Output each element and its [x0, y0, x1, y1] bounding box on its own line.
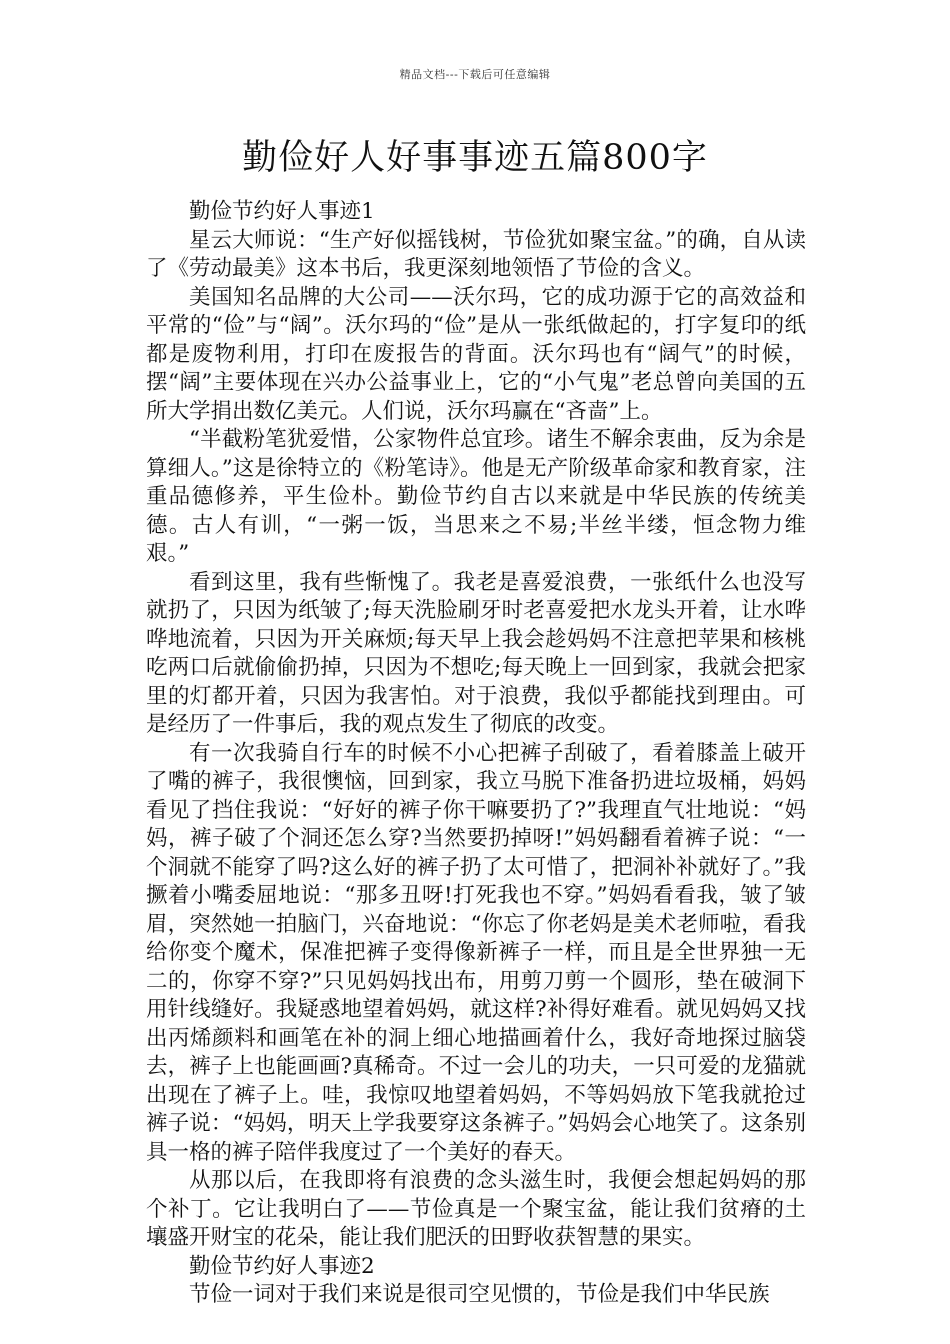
section-heading-2: 勤俭节约好人事迹2	[189, 1253, 375, 1279]
paragraph: 有一次我骑自行车的时候不小心把裤子刮破了，看着膝盖上破开了嘴的裤子，我很懊恼，回到家，我立马脱下准备扔进垃圾桶，妈妈看见了挡住我说：“好好的裤子你干嘛要扔了?”我理直气壮地说：“妈妈，裤子破了个洞还怎么穿?当然要扔掉呀!”妈妈翻看着裤子说：“一个洞就不能穿了吗?这么好的裤子扔了太可惜了，把洞补补就好了。”我撅着小嘴委屈地说：“那多丑呀!打死我也不穿。”妈妈看看我，皱了皱眉，突然她一拍脑门，兴奋地说：“你忘了你老妈是美术老师啦，看我给你变个魔术，保准把裤子变得像新裤子一样，而且是全世界独一无二的，你穿不穿?”只见妈妈找出布，用剪刀剪一个圆形，垫在破洞下用针线缝好。我疑惑地望着妈妈，就这样?补得好难看。就见妈妈又找出丙烯颜料和画笔在补的洞上细心地描画着什么，我好奇地探过脑袋去，裤子上也能画画?真稀奇。不过一会儿的功夫，一只可爱的龙猫就出现在了裤子上。哇，我惊叹地望着妈妈，不等妈妈放下笔我就抢过裤子说：“妈妈，明天上学我要穿这条裤子。”妈妈会心地笑了。这条别具一格的裤子陪伴我度过了一个美好的春天。	[146, 740, 806, 1165]
document-title: 勤俭好人好事事迹五篇800字	[242, 138, 708, 178]
header-note: 精品文档---下载后可任意编辑	[399, 68, 551, 81]
paragraph: 星云大师说：“生产好似摇钱树，节俭犹如聚宝盆。”的确，自从读了《劳动最美》这本书后，我更深刻地领悟了节俭的含义。	[146, 227, 806, 281]
paragraph: “半截粉笔犹爱惜，公家物件总宜珍。诸生不解余衷曲，反为余是算细人。”这是徐特立的《粉笔诗》。他是无产阶级革命家和教育家，注重品德修养，平生俭朴。勤俭节约自古以来就是中华民族的传统美德。古人有训，“一粥一饭，当思来之不易;半丝半缕，恒念物力维艰。”	[146, 427, 806, 566]
paragraph: 从那以后，在我即将有浪费的念头滋生时，我便会想起妈妈的那个补丁。它让我明白了——节俭真是一个聚宝盆，能让我们贫瘠的土壤盛开财宝的花朵，能让我们肥沃的田野收获智慧的果实。	[146, 1168, 806, 1250]
document-body	[146, 198, 806, 1310]
section-heading-1: 勤俭节约好人事迹1	[189, 199, 375, 224]
paragraph: 节俭一词对于我们来说是很司空见惯的，节俭是我们中华民族	[189, 1282, 770, 1307]
paragraph: 看到这里，我有些惭愧了。我老是喜爱浪费，一张纸什么也没写就扔了，只因为纸皱了;每天洗脸刷牙时老喜爱把水龙头开着，让水哗哗地流着，只因为开关麻烦;每天早上我会趁妈妈不注意把苹果和核桃吃两口后就偷偷扔掉，只因为不想吃;每天晚上一回到家，我就会把家里的灯都开着，只因为我害怕。对于浪费，我似乎都能找到理由。可是经历了一件事后，我的观点发生了彻底的改变。	[146, 569, 806, 737]
paragraph: 美国知名品牌的大公司——沃尔玛，它的成功源于它的高效益和平常的“俭”与“阔”。沃尔玛的“俭”是从一张纸做起的，打字复印的纸都是废物利用，打印在废报告的背面。沃尔玛也有“阔气”的时候，摆“阔”主要体现在兴办公益事业上，它的“小气鬼”老总曾向美国的五所大学捐出数亿美元。人们说，沃尔玛赢在“吝啬”上。	[146, 284, 806, 424]
